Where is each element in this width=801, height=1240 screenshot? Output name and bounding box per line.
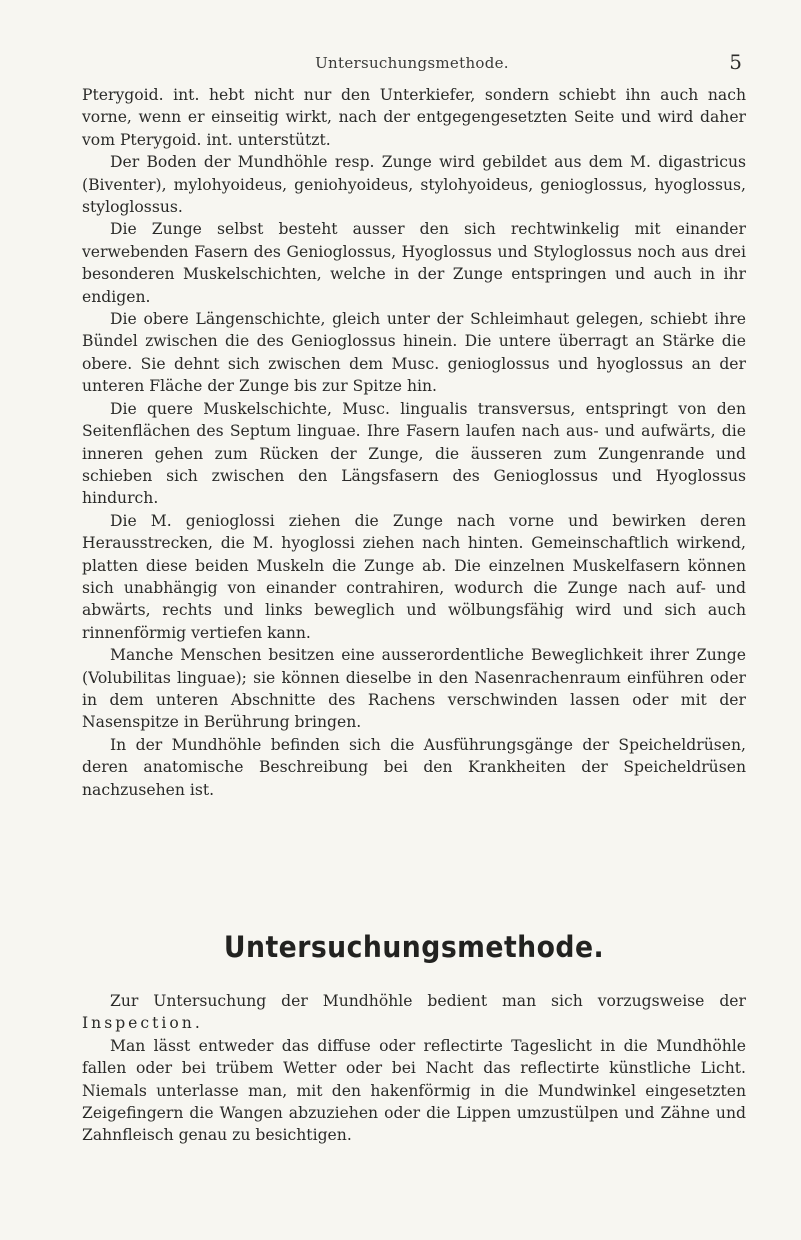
paragraph: Die M. genioglossi ziehen die Zunge nach vorne und bewirken deren Herausstrecken, die M. hyoglossi ziehen nach hinten. Gemeinschaftlich wirkend, platten diese beiden Muskeln die Zunge ab. Die einzelnen Muskelfasern können sich unabhängig von einander contrahiren, wodurch die Zunge nach auf- und abwärts, rechts und links beweglich und wölbungsfähig wird und sich auch rinnenförmig vertiefen kann. xyxy=(82,511,746,642)
section-paragraph xyxy=(82,990,746,1035)
body-text xyxy=(82,84,746,801)
section-heading: Untersuchungsmethode. xyxy=(223,930,605,964)
paragraph: Die obere Längenschichte, gleich unter der Schleimhaut gelegen, schiebt ihre Bündel zwischen die des Genioglossus hinein. Die untere überragt an Stärke die obere. Sie dehnt sich zwischen dem Musc. genioglossus und hyoglossus an der unteren Fläche der Zunge bis zur Spitze hin. xyxy=(82,310,746,396)
running-head xyxy=(82,50,742,80)
section-paragraph: Man lässt entweder das diffuse oder reflectirte Tageslicht in die Mundhöhle fallen oder bei trübem Wetter oder bei Nacht das reflectirte künstliche Licht. Niemals unterlasse man, mit den hakenförmig in die Mundwinkel eingesetzten Zeigefingern die Wangen abzuziehen oder die Lippen umzustülpen und Zähne und Zahnfleisch genau zu besichtigen. xyxy=(82,1036,746,1145)
paragraph: Die quere Muskelschichte, Musc. lingualis transversus, entspringt von den Seitenflächen des Septum linguae. Ihre Fasern laufen nach aus- und aufwärts, die inneren gehen zum Rücken der Zunge, die äusseren zum Zungenrande und schieben sich zwischen den Längsfasern des Genioglossus und Hyoglossus hindurch. xyxy=(82,399,746,508)
running-title: Untersuchungsmethode. xyxy=(315,54,509,72)
paragraph: Die Zunge selbst besteht ausser den sich rechtwinkelig mit einander verwebenden Fasern des Genioglossus, Hyoglossus und Styloglossus noch aus drei besonderen Muskelschichten, welche in der Zunge entspringen und auch in ihr endigen. xyxy=(82,220,746,306)
paragraph: Manche Menschen besitzen eine ausserordentliche Beweglichkeit ihrer Zunge (Volubilitas linguae); sie können dieselbe in den Nasenrachenraum einführen oder in dem unteren Abschnitte des Rachens verschwinden lassen oder mit der Nasenspitze in Berührung bringen. xyxy=(82,646,746,732)
page-number: 5 xyxy=(729,50,742,74)
paragraph: Der Boden der Mundhöhle resp. Zunge wird gebildet aus dem M. digastricus (Biventer), mylohyoideus, geniohyoideus, stylohyoideus, genioglossus, hyoglossus, styloglossus. xyxy=(82,153,746,217)
section-body xyxy=(82,990,746,1147)
emphasis-inspection: Inspection xyxy=(82,1014,195,1033)
paragraph: In der Mundhöhle befinden sich die Ausführungsgänge der Speicheldrüsen, deren anatomische Beschreibung bei den Krankheiten der Speicheldrüsen nachzusehen ist. xyxy=(82,735,746,799)
paragraph: Pterygoid. int. hebt nicht nur den Unterkiefer, sondern schiebt ihn auch nach vorne, wenn er einseitig wirkt, nach der entgegengesetzten Seite und wird daher vom Pterygoid. int. unterstützt. xyxy=(82,86,746,149)
section-paragraph-end: . xyxy=(194,1014,200,1033)
section-paragraph-text: Zur Untersuchung der Mundhöhle bedient man sich vorzugsweise der xyxy=(110,992,746,1010)
